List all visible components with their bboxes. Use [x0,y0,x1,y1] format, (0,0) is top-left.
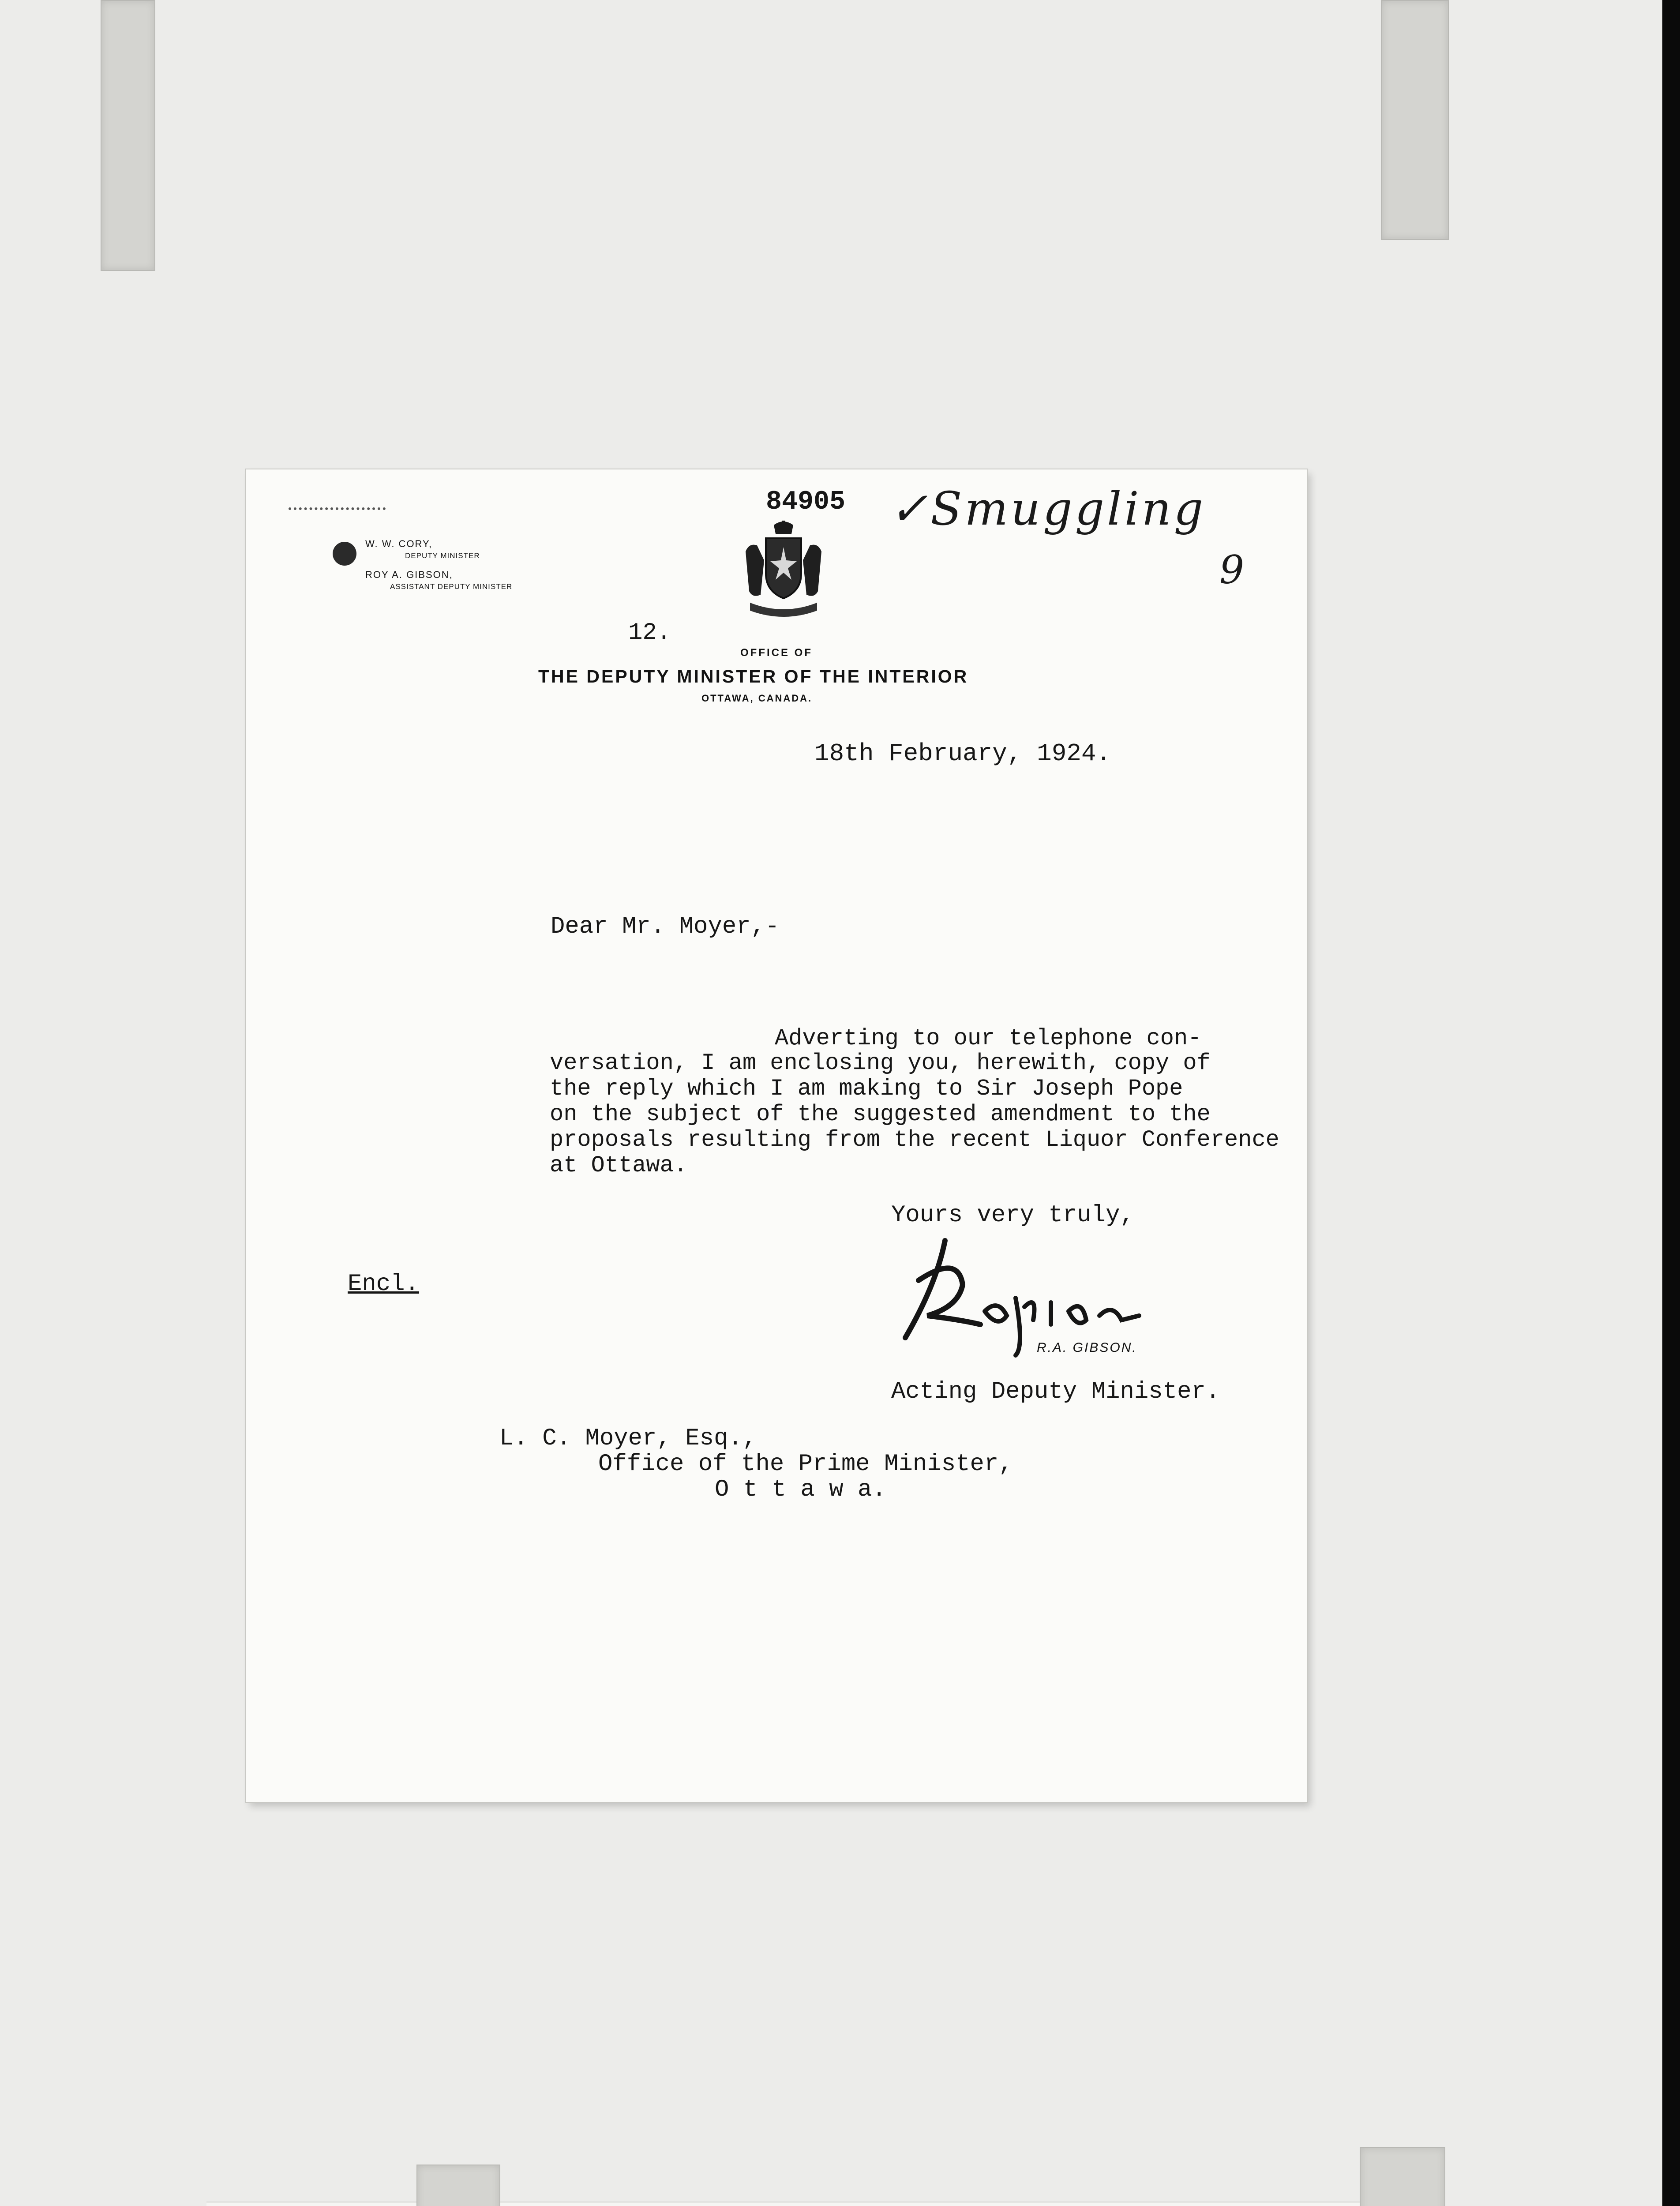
letter-sheet [246,469,1307,1802]
label-tape-left [416,2165,500,2206]
officer-2-name: ROY A. GIBSON, [365,569,453,580]
signer-title: Acting Deputy Minister. [891,1378,1220,1405]
body-line-6: at Ottawa. [550,1152,688,1178]
body-line-2: versation, I am enclosing you, herewith, copy of [550,1050,1211,1076]
letter-date: 18th February, 1924. [814,739,1111,768]
office-location: OTTAWA, CANADA. [701,693,813,704]
recipient-line-1: L. C. Moyer, Esq., [499,1425,757,1452]
label-tape-right [1360,2147,1445,2206]
body-line-4: on the subject of the suggested amendment to the [550,1101,1211,1127]
subject-annotation-smuggling: ✓Smuggling [889,482,1206,536]
signature-print-name: R.A. GIBSON. [1037,1340,1137,1355]
recipient-line-2: Office of the Prime Minister, [598,1451,1013,1478]
body-line-5: proposals resulting from the recent Liquor Conference [550,1127,1279,1153]
mounting-tape-top-right [1381,0,1449,240]
reference-number: 12. [628,619,671,646]
letterhead-dash-mark [289,507,386,513]
canada-coat-of-arms-emblem [739,521,828,622]
film-frame-edge [1662,0,1680,2206]
body-line-3: the reply which I am making to Sir Joseph Pope [550,1076,1183,1102]
salutation: Dear Mr. Moyer,- [551,913,780,940]
page-number-annotation: 9 [1219,547,1244,593]
enclosure-note: Encl. [348,1271,420,1298]
officer-1-name: W. W. CORY, [365,538,432,549]
closing: Yours very truly, [891,1202,1134,1229]
archive-label-card [206,2202,1406,2206]
officer-1-title: DEPUTY MINISTER [405,552,480,560]
office-of-label: OFFICE OF [740,647,813,659]
department-heading: THE DEPUTY MINISTER OF THE INTERIOR [538,666,969,687]
letterhead-dot [333,542,356,566]
mounting-tape-top-left [101,0,155,271]
body-line-1: Adverting to our telephone con- [775,1025,1202,1051]
file-number: 84905 [766,487,846,517]
officer-2-title: ASSISTANT DEPUTY MINISTER [390,582,513,591]
recipient-line-3: O t t a w a. [715,1476,886,1503]
